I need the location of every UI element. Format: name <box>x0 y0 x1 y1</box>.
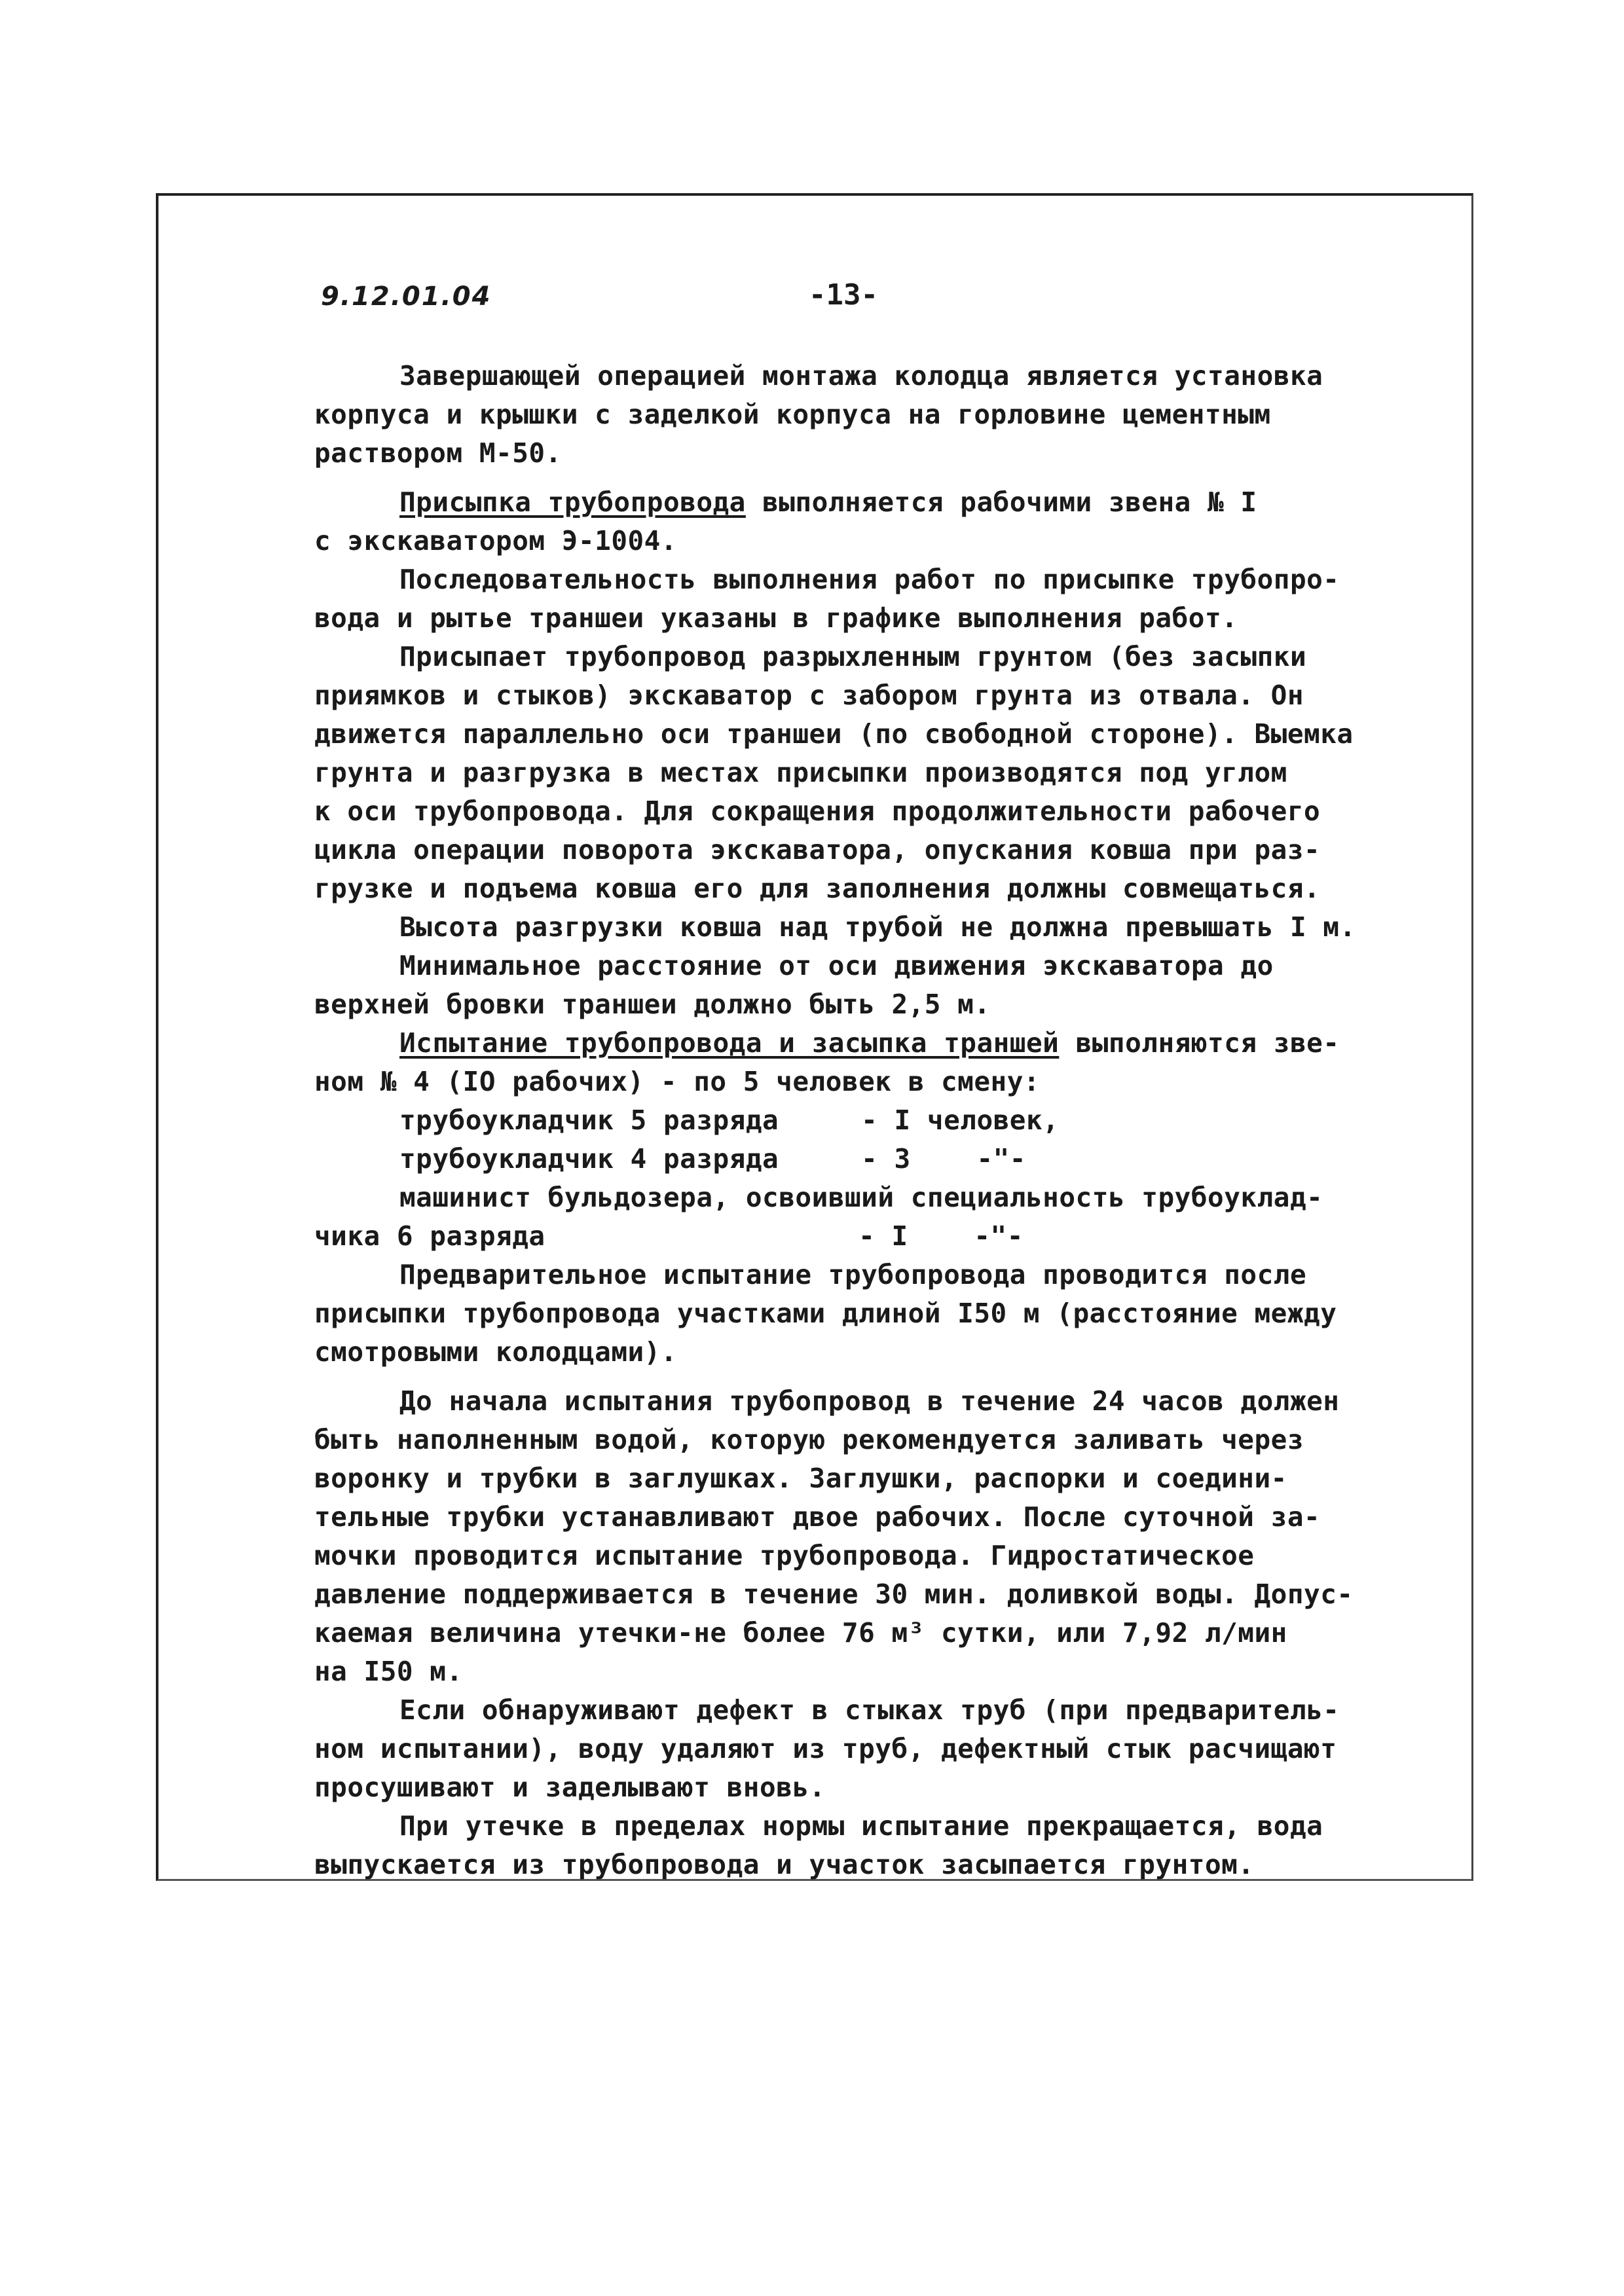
text-line: Последовательность выполнения работ по присыпке трубопро- <box>399 564 1340 595</box>
text-line: раствором М-50. <box>314 437 562 469</box>
text-line: Завершающей операцией монтажа колодца является установка <box>399 360 1323 392</box>
text-line: тельные трубки устанавливают двое рабочих. После суточной за- <box>314 1501 1321 1533</box>
text-line: к оси трубопровода. Для сокращения продолжительности рабочего <box>314 795 1321 827</box>
text-line: Если обнаруживают дефект в стыках труб (при предваритель- <box>399 1694 1340 1726</box>
text-line: смотровыми колодцами). <box>314 1336 678 1368</box>
text-line: движется параллельно оси траншеи (по свободной стороне). Выемка <box>314 718 1354 750</box>
text-line: грузке и подъема ковша его для заполнения должны совмещаться. <box>314 873 1321 904</box>
section-heading: Присыпка трубопровода <box>399 486 746 518</box>
text-line: просушивают и заделывают вновь. <box>314 1772 826 1803</box>
text-line <box>314 483 1401 522</box>
text-line: каемая величина утечки-не более 76 м³ сутки, или 7,92 л/мин <box>314 1617 1287 1649</box>
text-line: воронку и трубки в заглушках. Заглушки, распорки и соедини- <box>314 1463 1287 1494</box>
text-line: трубоукладчик 4 разряда - 3 -"- <box>399 1143 1026 1175</box>
text-line: трубоукладчик 5 разряда - I человек, <box>399 1104 1060 1136</box>
text-line: вода и рытье траншеи указаны в графике выполнения работ. <box>314 602 1238 634</box>
text-line: чика 6 разряда - I -"- <box>314 1220 1024 1252</box>
text-line: цикла операции поворота экскаватора, опускания ковша при раз- <box>314 834 1321 866</box>
text-line: приямков и стыков) экскаватор с забором грунта из отвала. Он <box>314 680 1304 711</box>
text-line: Присыпает трубопровод разрыхленным грунтом (без засыпки <box>399 641 1307 672</box>
text-line: мочки проводится испытание трубопровода. Гидростатическое <box>314 1540 1255 1571</box>
text-line: быть наполненным водой, которую рекомендуется заливать через <box>314 1424 1304 1455</box>
text-line: грунта и разгрузка в местах присыпки производятся под углом <box>314 757 1287 788</box>
text-line: При утечке в пределах нормы испытание прекращается, вода <box>399 1810 1323 1842</box>
text-line: Минимальное расстояние от оси движения экскаватора до <box>399 950 1274 981</box>
text-fragment: выполняются зве- <box>1059 1027 1340 1059</box>
text-line: давление поддерживается в течение 30 мин. доливкой воды. Допус- <box>314 1578 1354 1610</box>
text-line: присыпки трубопровода участками длиной I50 м (расстояние между <box>314 1298 1337 1329</box>
text-line: с экскаватором Э-1004. <box>314 525 678 556</box>
text-line: выпускается из трубопровода и участок засыпается грунтом. <box>314 1849 1255 1880</box>
text-fragment: выполняется рабочими звена № I <box>745 486 1257 518</box>
text-line: ном № 4 (IO рабочих) - по 5 человек в смену: <box>314 1066 1041 1097</box>
text-line: корпуса и крышки с заделкой корпуса на горловине цементным <box>314 399 1271 430</box>
text-line: на I50 м. <box>314 1656 463 1687</box>
document-body <box>314 357 1401 1884</box>
section-heading: Испытание трубопровода и засыпка траншей <box>399 1027 1060 1059</box>
text-line <box>314 1024 1401 1063</box>
text-line: До начала испытания трубопровод в течение 24 часов должен <box>399 1385 1340 1417</box>
page-number: -13- <box>809 278 878 312</box>
document-code: 9.12.01.04 <box>321 282 492 312</box>
text-line: Высота разгрузки ковша над трубой не должна превышать I м. <box>399 911 1356 943</box>
text-line: верхней бровки траншеи должно быть 2,5 м. <box>314 989 991 1020</box>
text-line: Предварительное испытание трубопровода проводится после <box>399 1259 1307 1290</box>
text-line: машинист бульдозера, освоивший специальность трубоуклад- <box>399 1182 1323 1213</box>
text-line: ном испытании), воду удаляют из труб, дефектный стык расчищают <box>314 1733 1337 1764</box>
